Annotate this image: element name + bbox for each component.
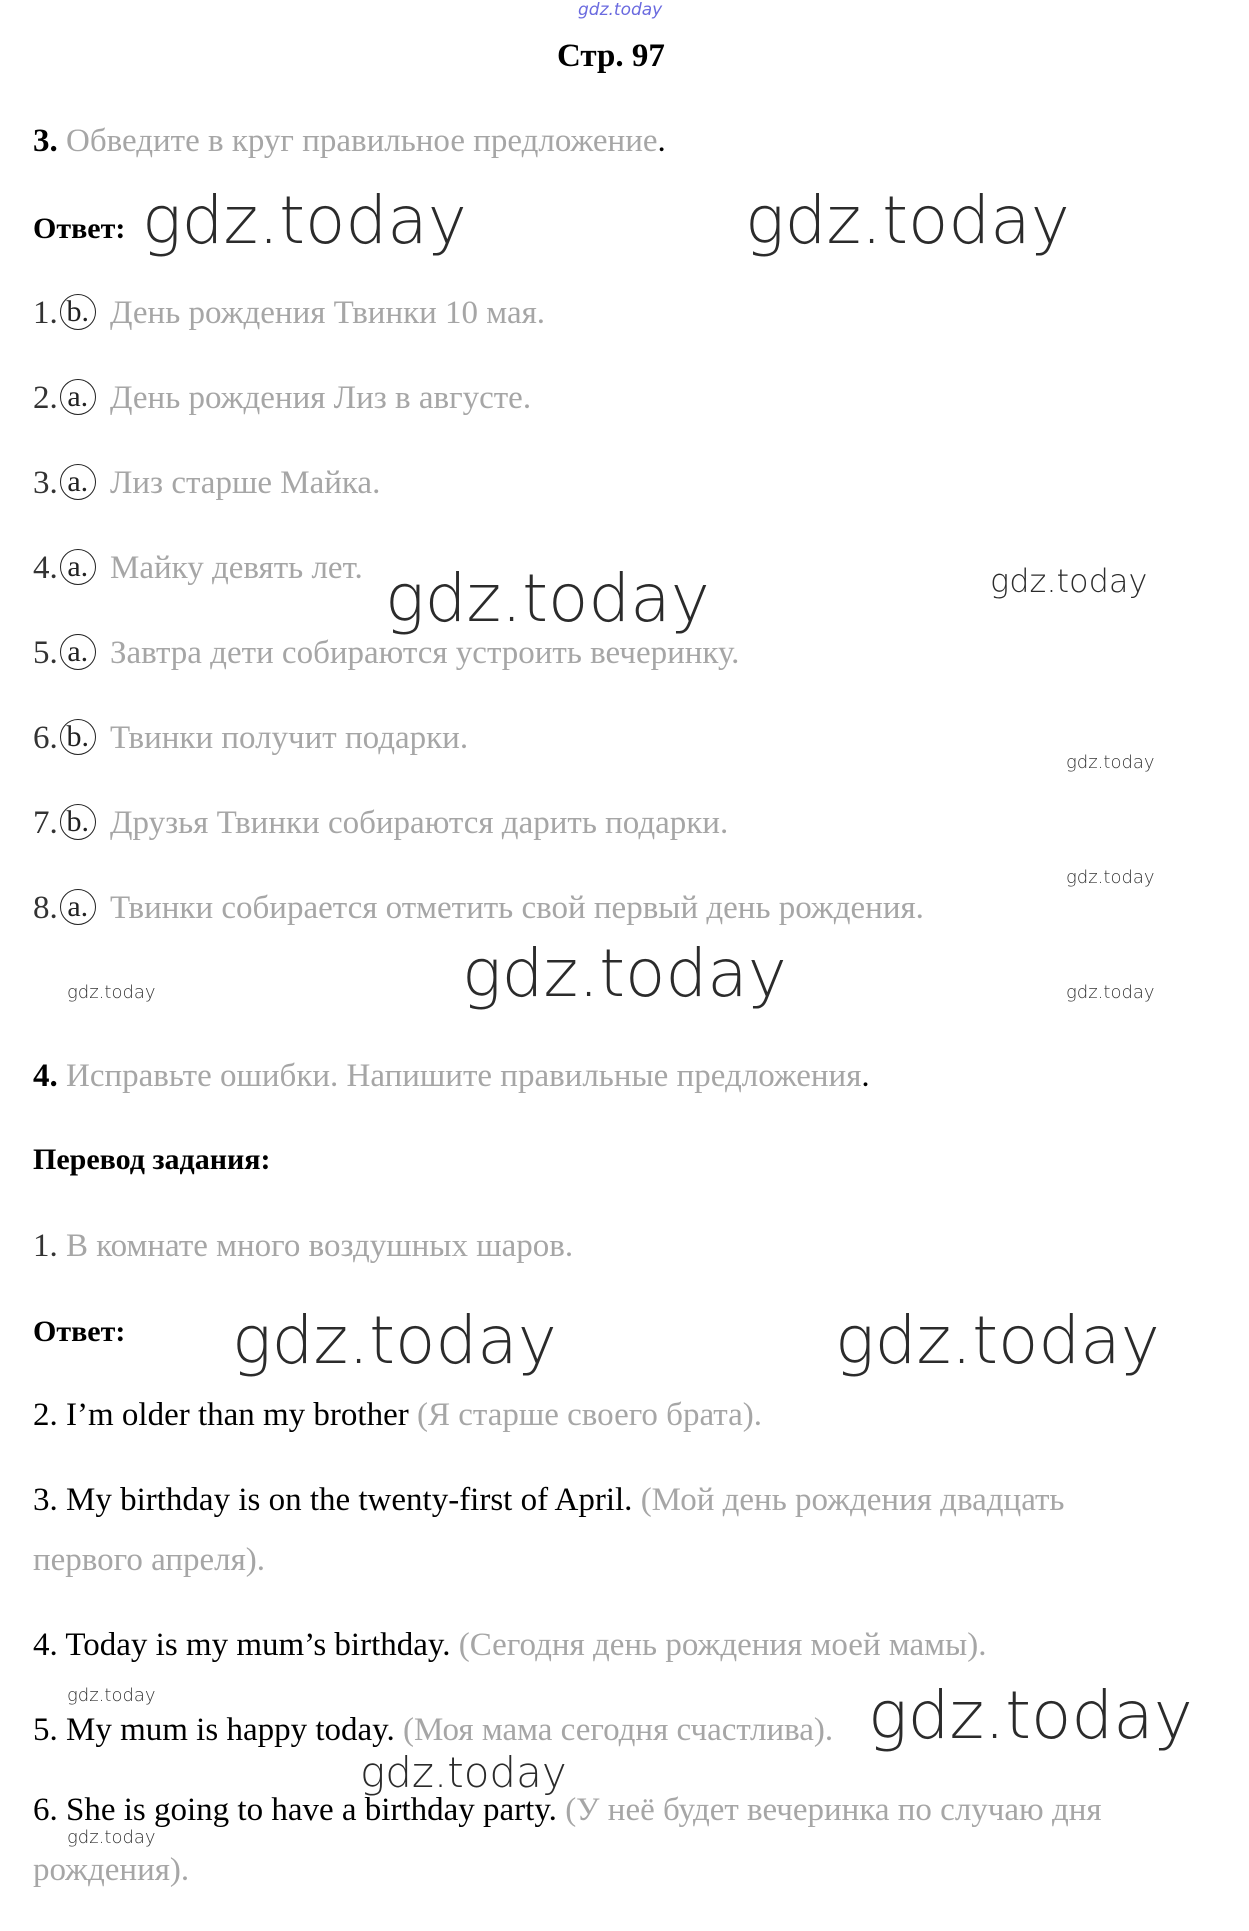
item-text: Лиз старше Майка. [110,465,381,501]
circled-letter: b. [60,719,96,755]
circled-letter: a. [60,889,96,925]
watermark: gdz.today [67,1827,156,1848]
answer-ru: (Сегодня день рождения моей мамы). [458,1627,987,1663]
watermark: gdz.today [1066,752,1155,773]
task4-example [33,1228,573,1265]
answer-en: My mum is happy today. [66,1712,395,1748]
item-text: День рождения Твинки 10 мая. [110,295,546,331]
page-title: Стр. 97 [557,38,665,74]
answer-en: I’m older than my brother [66,1397,409,1433]
task3-item [33,805,728,843]
circled-letter: b. [60,804,96,840]
answer-line [33,1397,762,1434]
task4-answer-label: Ответ: [33,1315,126,1348]
item-number: 6. [33,720,58,756]
answer-line [33,1627,986,1664]
watermark: gdz.today [1066,982,1155,1003]
watermark: gdz.today [385,560,710,637]
circled-letter: a. [60,379,96,415]
item-number: 6. [33,1792,58,1828]
task3-item [33,465,380,503]
answer-ru-continued: первого апреля). [33,1542,266,1578]
answer-en: My birthday is on the twenty-first of April. [66,1482,633,1518]
task4-instruction: Исправьте ошибки. Напишите правильные предложения [66,1058,862,1094]
answer-ru: (Я старше своего брата). [416,1397,762,1433]
answer-en: Today is my mum’s birthday. [65,1627,451,1663]
item-number: 3. [33,465,58,501]
task3-instruction: Обведите в круг правильное предложение [66,123,658,159]
watermark: gdz.today [142,182,467,259]
answer-ru: (У неё будет вечеринка по случаю дня [565,1792,1102,1828]
watermark: gdz.today [1066,867,1155,888]
watermark: gdz.today [868,1677,1193,1754]
item-number: 5. [33,1712,58,1748]
watermark: gdz.today [745,182,1070,259]
item-number: 1. [33,295,58,331]
answer-ru: (Моя мама сегодня счастлива). [403,1712,834,1748]
watermark: gdz.today [462,935,787,1012]
circled-letter: a. [60,549,96,585]
watermark: gdz.today [835,1302,1160,1379]
answer-en: She is going to have a birthday party. [66,1792,557,1828]
task3-item [33,295,545,333]
task4-dot: . [861,1058,870,1094]
task3-number: 3. [33,123,58,159]
translation-label: Перевод задания: [33,1143,271,1176]
item-text: Твинки собирается отметить свой первый день рождения. [110,890,924,926]
item-number: 1. [33,1228,58,1264]
item-number: 2. [33,1397,58,1433]
task3-item [33,890,924,928]
task3-dot: . [657,123,666,159]
task4-number: 4. [33,1058,58,1094]
answer-ru: (Мой день рождения двадцать [640,1482,1065,1518]
circled-letter: a. [60,634,96,670]
circled-letter: a. [60,464,96,500]
task4-heading [33,1058,870,1095]
task3-item [33,550,363,588]
item-text: Твинки получит подарки. [110,720,469,756]
watermark: gdz.today [67,1685,156,1706]
item-number: 5. [33,635,58,671]
task3-item [33,635,739,673]
watermark: gdz.today [67,982,156,1003]
watermark: gdz.today [990,562,1148,600]
watermark: gdz.today [232,1302,557,1379]
task3-item [33,720,468,758]
item-text: Завтра дети собираются устроить вечеринку. [110,635,740,671]
answer-ru-continued: рождения). [33,1852,190,1888]
item-text: Друзья Твинки собираются дарить подарки. [110,805,729,841]
answer-line [33,1712,833,1749]
item-number: 4. [33,550,58,586]
item-text: Майку девять лет. [110,550,363,586]
example-text: В комнате много воздушных шаров. [66,1228,574,1264]
item-number: 4. [33,1627,58,1663]
task3-item [33,380,531,418]
answer-line [33,1792,1102,1829]
item-number: 3. [33,1482,58,1518]
item-text: День рождения Лиз в августе. [110,380,532,416]
item-number: 2. [33,380,58,416]
circled-letter: b. [60,294,96,330]
task3-heading [33,123,666,160]
item-number: 7. [33,805,58,841]
answer-line [33,1482,1064,1519]
item-number: 8. [33,890,58,926]
watermark: gdz.today [360,1748,567,1797]
task3-answer-label: Ответ: [33,212,126,245]
watermark-top: gdz.today [578,0,663,20]
